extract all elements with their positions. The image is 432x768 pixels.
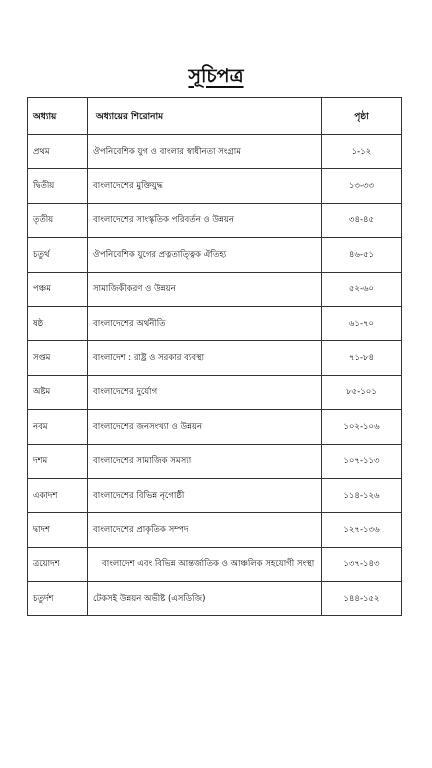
chapter-number: পঞ্চম [28, 272, 88, 306]
table-row [28, 478, 402, 512]
page-range: ৮৫-১০১ [322, 375, 402, 409]
chapter-title: টেকসই উন্নয়ন অভীষ্ট (এসডিজি) [88, 582, 322, 616]
chapter-number: চতুর্দশ [28, 582, 88, 616]
page-range: ১৩-৩৩ [322, 169, 402, 203]
table-row [28, 444, 402, 478]
contents-table [27, 97, 402, 616]
chapter-number: তৃতীয় [28, 203, 88, 237]
chapter-title: ঔপনিবেশিক যুগ ও বাংলার স্বাধীনতা সংগ্রাম [88, 135, 322, 169]
chapter-number: সপ্তম [28, 341, 88, 375]
page-range: ৩৪-৪৫ [322, 203, 402, 237]
table-header-row [28, 98, 402, 135]
chapter-number: দ্বিতীয় [28, 169, 88, 203]
chapter-title: বাংলাদেশের অর্থনীতি [88, 306, 322, 340]
table-row [28, 513, 402, 547]
chapter-title: বাংলাদেশের দুর্যোগ [88, 375, 322, 409]
page-title: সূচিপত্র [188, 65, 244, 87]
table-row [28, 238, 402, 272]
chapter-title: সামাজিকীকরণ ও উন্নয়ন [88, 272, 322, 306]
chapter-title: বাংলাদেশ এবং বিভিন্ন আন্তর্জাতিক ও আঞ্চলিক সহযোগী সংস্থা [88, 547, 322, 581]
chapter-number: নবম [28, 410, 88, 444]
page-range: ৭১-৮৪ [322, 341, 402, 375]
chapter-title: বাংলাদেশের সামাজিক সমস্যা [88, 444, 322, 478]
table-row [28, 306, 402, 340]
chapter-number: প্রথম [28, 135, 88, 169]
chapter-number: ত্রয়োদশ [28, 547, 88, 581]
chapter-title: বাংলাদেশের মুক্তিযুদ্ধ [88, 169, 322, 203]
chapter-number: চতুর্থ [28, 238, 88, 272]
page-range: ১২৭-১৩৬ [322, 513, 402, 547]
chapter-title: বাংলাদেশের প্রাকৃতিক সম্পদ [88, 513, 322, 547]
chapter-number: দ্বাদশ [28, 513, 88, 547]
header-chapter: অধ্যায় [28, 98, 88, 135]
header-chapter-title: অধ্যায়ের শিরোনাম [88, 98, 322, 135]
page-range: ১৩৭-১৪৩ [322, 547, 402, 581]
chapter-title: বাংলাদেশের বিভিন্ন নৃগোষ্ঠী [88, 478, 322, 512]
table-row [28, 169, 402, 203]
chapter-number: অষ্টম [28, 375, 88, 409]
table-row [28, 135, 402, 169]
page-range: ১০২-১০৬ [322, 410, 402, 444]
table-row [28, 582, 402, 616]
chapter-number: দশম [28, 444, 88, 478]
page-range: ১৪৪-১৫২ [322, 582, 402, 616]
chapter-title: ঔপনিবেশিক যুগের প্রত্নতাত্ত্বিক ঐতিহ্য [88, 238, 322, 272]
table-row [28, 272, 402, 306]
page-range: ৫২-৬০ [322, 272, 402, 306]
page-range: ১-১২ [322, 135, 402, 169]
page-range: ১০৭-১১৩ [322, 444, 402, 478]
chapter-number: ষষ্ঠ [28, 306, 88, 340]
table-row [28, 341, 402, 375]
table-row [28, 547, 402, 581]
page-range: ১১৪-১২৬ [322, 478, 402, 512]
chapter-number: একাদশ [28, 478, 88, 512]
table-row [28, 410, 402, 444]
table-row [28, 203, 402, 237]
page-range: ৪৬-৫১ [322, 238, 402, 272]
chapter-title: বাংলাদেশ : রাষ্ট্র ও সরকার ব্যবস্থা [88, 341, 322, 375]
page-range: ৬১-৭০ [322, 306, 402, 340]
chapter-title: বাংলাদেশের জনসংখ্যা ও উন্নয়ন [88, 410, 322, 444]
table-row [28, 375, 402, 409]
header-page: পৃষ্ঠা [322, 98, 402, 135]
chapter-title: বাংলাদেশের সাংস্কৃতিক পরিবর্তন ও উন্নয়ন [88, 203, 322, 237]
